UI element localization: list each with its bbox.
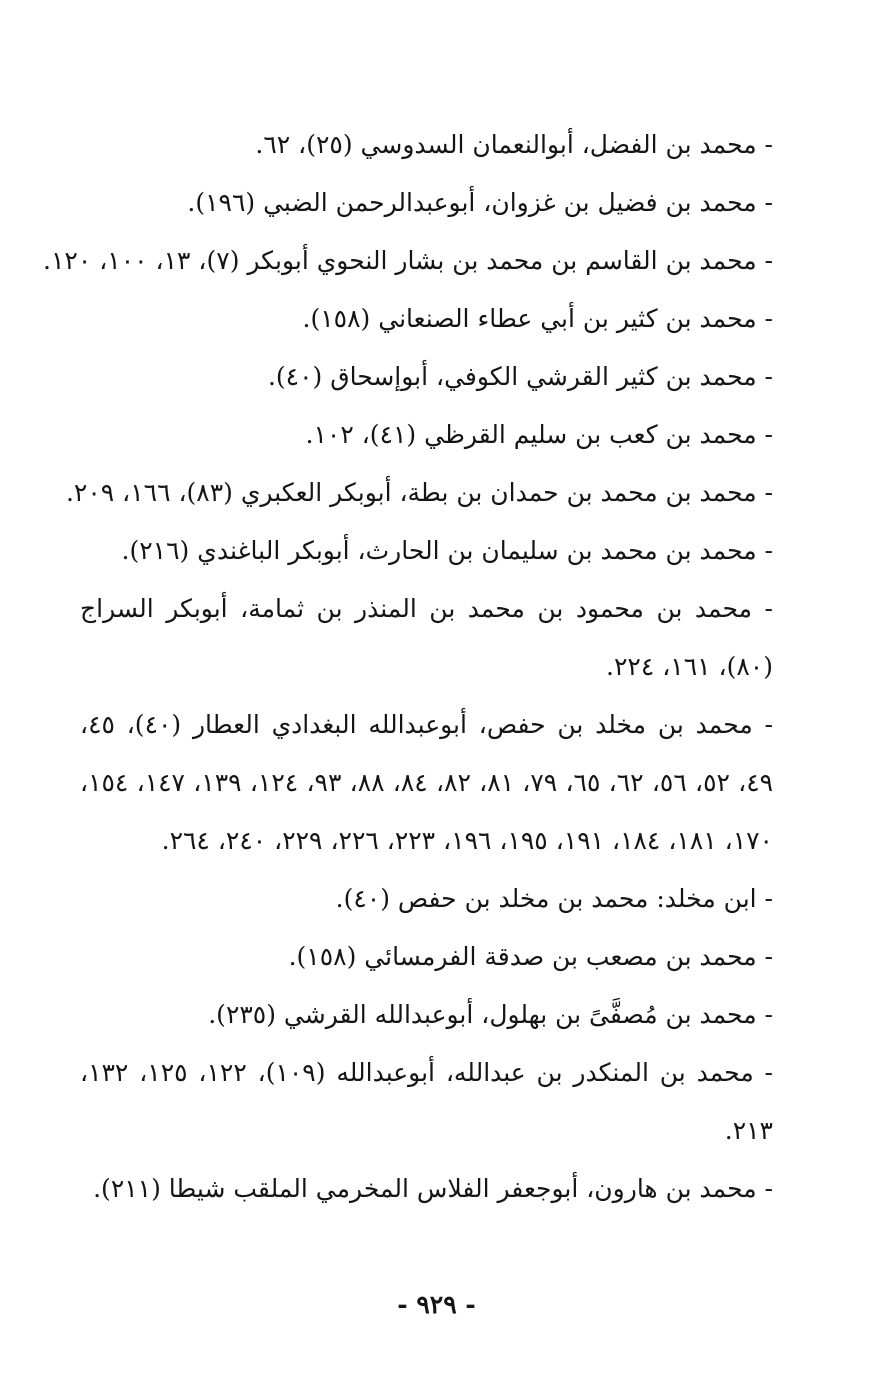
index-entry: - محمد بن هارون، أبوجعفر الفلاس المخرمي الملقب شيطا (٢١١). <box>93 1174 773 1203</box>
index-entry: - محمد بن مصعب بن صدقة الفرمسائي (١٥٨). <box>288 942 773 971</box>
index-entry: - ابن مخلد: محمد بن مخلد بن حفص (٤٠). <box>335 884 773 913</box>
index-entry: - محمد بن كثير بن أبي عطاء الصنعاني (١٥٨). <box>302 304 773 333</box>
index-entry: - محمد بن محمد بن حمدان بن بطة، أبوبكر العكبري (٨٣)، ١٦٦، ٢٠٩. <box>65 478 773 507</box>
index-entry: - محمد بن كثير القرشي الكوفي، أبوإسحاق (٤٠). <box>267 362 773 391</box>
index-entry: - محمد بن مُصفَّىً بن بهلول، أبوعبدالله القرشي (٢٣٥). <box>208 1000 773 1029</box>
index-entry: - محمد بن كعب بن سليم القرظي (٤١)، ١٠٢. <box>305 420 773 449</box>
index-entry: - محمد بن مخلد بن حفص، أبوعبدالله البغدادي العطار (٤٠)، ٤٥، ٤٩، ٥٢، ٥٦، ٦٢، ٦٥، ٧٩، ٨١، ٨٢، ٨٤، ٨٨، ٩٣، ١٢٤، ١٣٩، ١٤٧، ١٥٤، ١٧٠، ١٨١، ١٨٤، ١٩١، ١٩٥، ١٩٦، ٢٢٣، ٢٢٦، ٢٢٩، ٢٤٠، ٢٦٤. <box>80 710 774 855</box>
index-page <box>43 116 774 1218</box>
index-entry: - محمد بن المنكدر بن عبدالله، أبوعبدالله (١٠٩)، ١٢٢، ١٢٥، ١٣٢، ٢١٣. <box>80 1058 773 1145</box>
page-number: - ٩٢٩ - <box>397 1290 476 1319</box>
index-entry: - محمد بن محمود بن محمد بن المنذر بن ثمامة، أبوبكر السراج (٨٠)، ١٦١، ٢٢٤. <box>80 594 773 681</box>
index-entry: - محمد بن القاسم بن محمد بن بشار النحوي أبوبكر (٧)، ١٣، ١٠٠، ١٢٠. <box>43 246 773 275</box>
index-entry: - محمد بن الفضل، أبوالنعمان السدوسي (٢٥)، ٦٢. <box>255 130 773 159</box>
index-entry: - محمد بن فضيل بن غزوان، أبوعبدالرحمن الضبي (١٩٦). <box>187 188 773 217</box>
index-entry: - محمد بن محمد بن سليمان بن الحارث، أبوبكر الباغندي (٢١٦). <box>121 536 773 565</box>
